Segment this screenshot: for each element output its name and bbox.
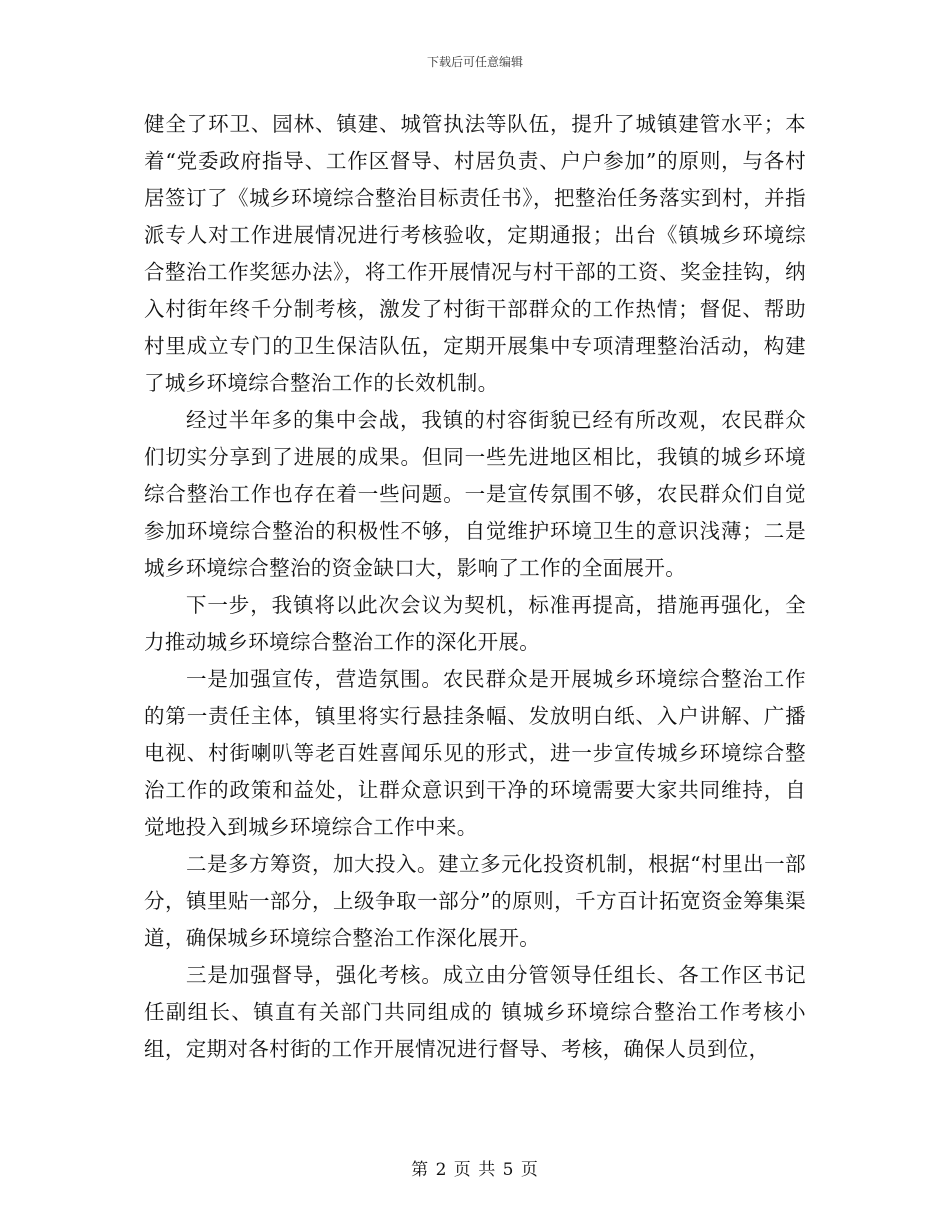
paragraph-5: 二是多方筹资，加大投入。建立多元化投资机制，根据“村里出一部分，镇里贴一部分，上级争取一部分”的原则，千方百计拓宽资金筹集渠道，确保城乡环境综合整治工作深化展开。 <box>144 852 806 950</box>
paragraph-4: 一是加强宣传，营造氛围。农民群众是开展城乡环境综合整治工作的第一责任主体，镇里将实行悬挂条幅、发放明白纸、入户讲解、广播电视、村街喇叭等老百姓喜闻乐见的形式，进一步宣传城乡环境综合整治工作的政策和益处，让群众意识到干净的环境需要大家共同维持，自觉地投入到城乡环境综合工作中来。 <box>144 667 806 839</box>
page-footer: 第 2 页 共 5 页 <box>411 1160 539 1180</box>
page-header: 下载后可任意编辑 <box>426 55 523 69</box>
paragraph-2: 经过半年多的集中会战，我镇的村容街貌已经有所改观，农民群众们切实分享到了进展的成果。但同一些先进地区相比，我镇的城乡环境综合整治工作也存在着一些问题。一是宣传氛围不够，农民群众们自觉参加环境综合整治的积极性不够，自觉维护环境卫生的意识浅薄；二是城乡环境综合整治的资金缺口大，影响了工作的全面展开。 <box>144 408 806 580</box>
paragraph-6: 三是加强督导，强化考核。成立由分管领导任组长、各工作区书记任副组长、镇直有关部门共同组成的 镇城乡环境综合整治工作考核小组，定期对各村街的工作开展情况进行督导、考核，确保人员到位， <box>144 963 806 1061</box>
document-body <box>144 106 806 1068</box>
paragraph-3: 下一步，我镇将以此次会议为契机，标准再提高，措施再强化，全力推动城乡环境综合整治工作的深化开展。 <box>144 593 806 654</box>
paragraph-1: 健全了环卫、园林、镇建、城管执法等队伍，提升了城镇建管水平；本着“党委政府指导、工作区督导、村居负责、户户参加”的原则，与各村居签订了《城乡环境综合整治目标责任书》，把整治任务落实到村，并指派专人对工作进展情况进行考核验收，定期通报；出台《镇城乡环境综合整治工作奖惩办法》，将工作开展情况与村干部的工资、奖金挂钩，纳入村街年终千分制考核，激发了村街干部群众的工作热情；督促、帮助村里成立专门的卫生保洁队伍，定期开展集中专项清理整治活动，构建了城乡环境综合整治工作的长效机制。 <box>144 112 806 395</box>
